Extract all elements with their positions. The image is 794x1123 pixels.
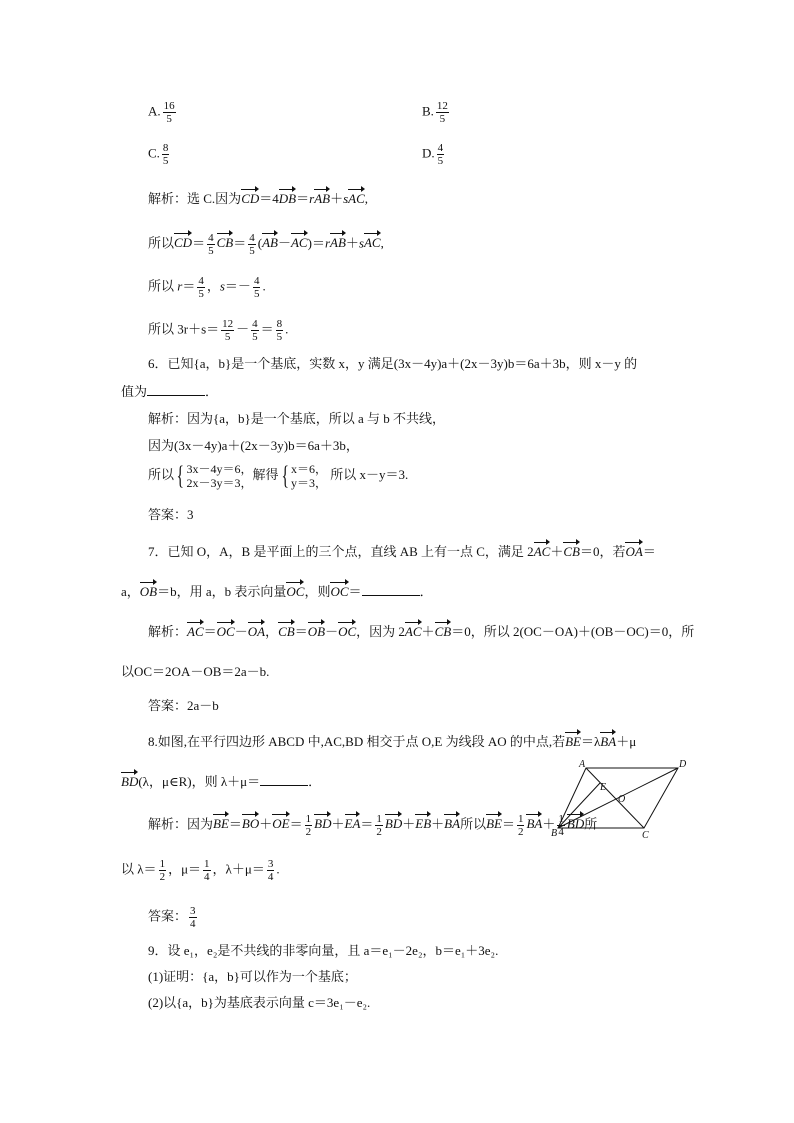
q8-stem-line1: 8.如图,在平行四边形 ABCD 中,AC,BD 相交于点 O,E 为线段 AO 的中点,若BE＝λBA＋μ bbox=[148, 734, 637, 749]
q8-solution-line1: 解析：因为BE＝BO＋OE＝ $\frac{1}{2}$ BD＋EA＝ $\frac{1}{2}$ BD＋EB＋BA所以BE＝ $\frac{1}{2}$ BA＋ $\frac{1}{4}$ BD所 bbox=[148, 813, 598, 838]
option-a: A. $\frac{16}{5}$ bbox=[148, 100, 175, 125]
option-b: B. $\frac{12}{5}$ bbox=[422, 100, 448, 125]
label-o: O bbox=[618, 794, 626, 805]
q8-stem-line2: BD(λ，μ∈R)，则 λ＋μ＝ ． bbox=[121, 774, 322, 789]
q5-solution-line2: 所以CD＝ $\frac{4}{5}$ CB＝ $\frac{4}{5}$ (AB－AC)＝rAB＋sAC, bbox=[148, 232, 384, 257]
q6-solution-line3: 所以{ 3x－4y＝6， 2x－3y＝3， 解得{ x＝6， y＝3， 所以 x－y＝3. bbox=[148, 461, 409, 490]
q9-part2: (2)以{a，b}为基底表示向量 c＝3e₁－e₂. bbox=[148, 995, 371, 1010]
q8-solution-line2: 以 λ＝ $\frac{1}{2}$ ，μ＝ $\frac{1}{4}$ ，λ＋μ＝ $\frac{3}{4}$ . bbox=[121, 858, 280, 883]
q5-solution-line3: 所以 r＝ $\frac{4}{5}$ ，s＝－ $\frac{4}{5}$ . bbox=[148, 275, 266, 300]
label-b: B bbox=[551, 828, 558, 839]
q6-solution-line1: 解析：因为{a，b}是一个基底，所以 a 与 b 不共线， bbox=[148, 411, 446, 426]
q6-stem-line1: 6．已知{a，b}是一个基底，实数 x，y 满足(3x－4y)a＋(2x－3y)b＝6a＋3b，则 x－y 的 bbox=[148, 356, 638, 371]
q8-answer: 答案： $\frac{3}{4}$ bbox=[148, 905, 196, 930]
q7-stem-line2: a，OB＝b，用 a，b 表示向量OC，则OC＝ ． bbox=[121, 584, 433, 599]
label-d: D bbox=[679, 759, 687, 770]
label-a: A bbox=[579, 759, 586, 770]
q6-solution-line2: 因为(3x－4y)a＋(2x－3y)b＝6a＋3b， bbox=[148, 438, 359, 453]
q6-stem-line2: 值为 ． bbox=[121, 384, 219, 399]
q9-stem: 9．设 e₁，e₂是不共线的非零向量，且 a＝e₁－2e₂，b＝e₁＋3e₂. bbox=[148, 943, 499, 958]
option-d: D. $\frac{4}{5}$ bbox=[422, 142, 444, 167]
label-c: C bbox=[642, 830, 649, 840]
q7-stem-line1: 7．已知 O，A，B 是平面上的三个点，直线 AB 上有一点 C，满足 2AC＋CB＝0，若OA＝ bbox=[148, 544, 656, 559]
option-c: C. $\frac{8}{5}$ bbox=[148, 142, 169, 167]
label-e: E bbox=[600, 782, 607, 793]
q7-answer: 答案：2a－b bbox=[148, 698, 219, 713]
q5-solution-line1: 解析：选 C.因为CD＝4DB＝rAB＋sAC, bbox=[148, 191, 369, 206]
parallelogram-figure bbox=[548, 758, 688, 840]
q5-solution-line4: 所以 3r＋s＝ $\frac{12}{5}$ － $\frac{4}{5}$ ＝ $\frac{8}{5}$ . bbox=[148, 318, 289, 343]
q6-answer: 答案：3 bbox=[148, 507, 194, 522]
q7-solution-line1: 解析：AC＝OC－OA，CB＝OB－OC，因为 2AC＋CB＝0，所以 2(OC－OA)＋(OB－OC)＝0，所 bbox=[148, 624, 695, 639]
q7-solution-line2: 以OC＝2OA－OB＝2a－b. bbox=[121, 664, 270, 679]
q9-part1: (1)证明：{a，b}可以作为一个基底； bbox=[148, 969, 357, 984]
